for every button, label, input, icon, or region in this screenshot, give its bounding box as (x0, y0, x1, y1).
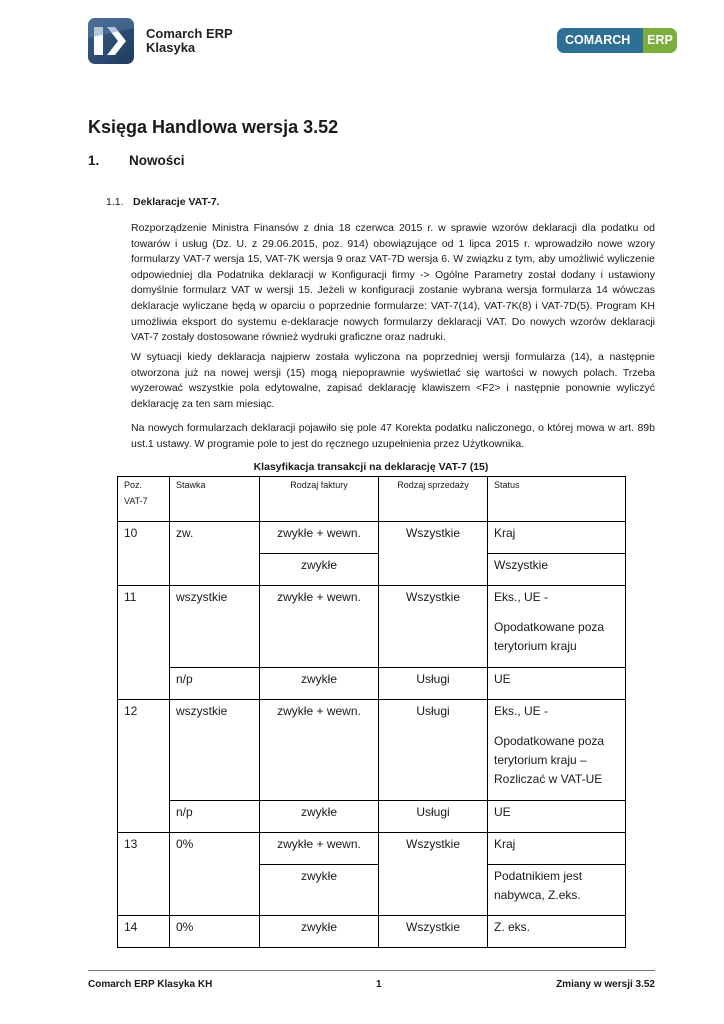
table-caption: Klasyfikacja transakcji na deklarację VAT-7 (15) (253, 461, 489, 473)
table-cell: n/p (170, 668, 260, 700)
table-cell: Wszystkie (379, 522, 488, 586)
footer-left: Comarch ERP Klasyka KH (88, 979, 213, 990)
header-cell: Poz. VAT-7 (118, 477, 170, 522)
table-cell (488, 700, 626, 801)
paragraph: W sytuacji kiedy deklaracja najpierw została wyliczona na poprzedniej wersji formularza (14), a następnie otworzona już na nowej wersji (15) mogą niepoprawnie wyświetlać się wartości w nowych polach. Trzeba wyzerować wszystkie pola edytowalne, zapisać deklarację klawiszem <F2> i następnie ponownie wyliczyć deklarację za ten sam miesiąc. (131, 351, 655, 410)
table-cell: n/p (170, 801, 260, 833)
table-cell: zwykłe (260, 554, 379, 586)
status-line: Eks., UE - (494, 704, 549, 718)
table-cell: zwykłe + wewn. (260, 833, 379, 865)
table-cell: zwykłe (260, 668, 379, 700)
table-cell: 13 (118, 833, 170, 916)
comarch-erp-badge (557, 28, 677, 53)
subsection-title: Deklaracje VAT-7. (133, 196, 220, 208)
table-cell: Wszystkie (379, 586, 488, 668)
table-cell: Kraj (488, 833, 626, 865)
table-cell: 10 (118, 522, 170, 586)
footer-right: Zmiany w wersji 3.52 (556, 979, 655, 990)
footer-divider (88, 970, 655, 971)
status-line: Opodatkowane poza terytorium kraju – Rozliczać w VAT-UE (494, 734, 605, 786)
table-cell: wszystkie (170, 700, 260, 801)
table-cell: zwykłe + wewn. (260, 700, 379, 801)
table-cell: zwykłe + wewn. (260, 586, 379, 668)
table-cell: Wszystkie (379, 916, 488, 948)
table-cell: Usługi (379, 801, 488, 833)
table-header-row (118, 477, 626, 522)
table-cell (488, 586, 626, 668)
section-number: 1. (88, 153, 100, 168)
table-cell: 14 (118, 916, 170, 948)
table-cell: Kraj (488, 522, 626, 554)
table-row (118, 801, 626, 833)
table-cell: zwykłe (260, 865, 379, 916)
logo-mark-icon (88, 18, 134, 64)
table-row (118, 700, 626, 801)
header-cell: Stawka (170, 477, 260, 522)
table-row (118, 586, 626, 668)
subsection-number: 1.1. (106, 196, 124, 208)
header-cell: Rodzaj sprzedaży (379, 477, 488, 522)
paragraph: Rozporządzenie Ministra Finansów z dnia 18 czerwca 2015 r. w sprawie wzorów deklaracji dla podatku od towarów i usług (Dz. U. z 29.06.2015, poz. 914) obowiązujące od 1 lipca 2015 r. wprowadziło nowe wzory formularzy VAT-7 wersja 15, VAT-7K wersja 9 oraz VAT-7D wersja 6. W związku z tym, aby umożliwić wyliczenie odpowiedniej dla Podatnika deklaracji w Konfiguracji firmy -> Ogólne Parametry został dodany i ustawiony domyślnie formularz VAT w wersji 15. Jeżeli w konfiguracji zostanie wybrana wersja formularza 14 wówczas deklaracje wyliczane będą w oparciu o poprzednie formularze: VAT-7(14), VAT-7K(8) i VAT-7D(5). Program KH umożliwia eksport do systemu e-deklaracje nowych formularzy deklaracji VAT. Do nowych wzorów deklaracji VAT-7 zostały dostosowane również wydruki graficzne oraz nadruki. (131, 222, 655, 344)
paragraph: Na nowych formularzach deklaracji pojawiło się pole 47 Korekta podatku naliczonego, o której mowa w art. 89b ust.1 ustawy. W programie pole to jest do ręcznego uzupełnienia przez Użytkownika. (131, 422, 655, 450)
table-cell: zw. (170, 522, 260, 586)
table-row (118, 668, 626, 700)
header-cell: Rodzaj faktury (260, 477, 379, 522)
vat-classification-table (117, 476, 626, 948)
status-line: Eks., UE - (494, 590, 549, 604)
table-cell: zwykłe + wewn. (260, 522, 379, 554)
table-cell: Usługi (379, 668, 488, 700)
table-cell: 0% (170, 833, 260, 916)
table-row (118, 916, 626, 948)
badge-comarch: COMARCH (557, 28, 643, 53)
table-cell: 11 (118, 586, 170, 700)
section-title: Nowości (129, 153, 185, 168)
table-cell: 12 (118, 700, 170, 833)
header-cell: Status (488, 477, 626, 522)
table-cell: Wszystkie (488, 554, 626, 586)
badge-erp: ERP (643, 28, 677, 53)
table-cell: Usługi (379, 700, 488, 801)
table-cell: Z. eks. (488, 916, 626, 948)
table-row (118, 522, 626, 554)
table-cell: UE (488, 801, 626, 833)
table-cell: wszystkie (170, 586, 260, 668)
table-cell: 0% (170, 916, 260, 948)
status-line: Opodatkowane poza terytorium kraju (494, 620, 605, 653)
page-number: 1 (376, 979, 382, 990)
table-cell: Podatnikiem jest nabywca, Z.eks. (488, 865, 626, 916)
table-cell: Wszystkie (379, 833, 488, 916)
comarch-erp-klasyka-logo (88, 18, 233, 64)
logo-text-line2: Klasyka (146, 40, 196, 55)
table-row (118, 833, 626, 865)
logo-text-line1: Comarch ERP (146, 26, 233, 41)
table-cell: zwykłe (260, 801, 379, 833)
table-cell: UE (488, 668, 626, 700)
table-cell: zwykłe (260, 916, 379, 948)
document-title: Księga Handlowa wersja 3.52 (88, 117, 339, 137)
logo-text (146, 27, 233, 55)
